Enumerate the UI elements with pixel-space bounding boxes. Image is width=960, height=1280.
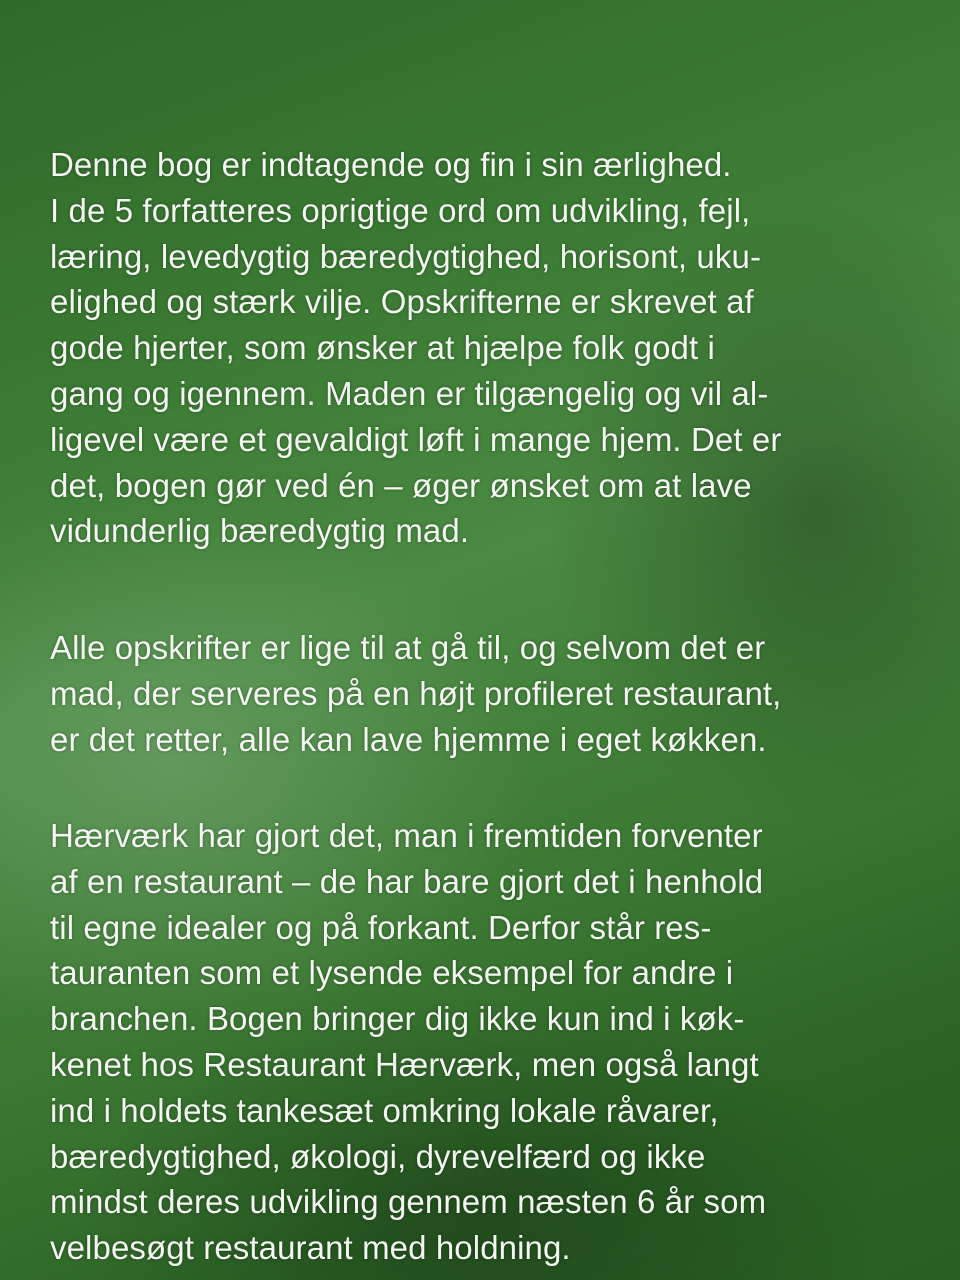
text-line: bæredygtighed, økologi, dyrevelfærd og ikke xyxy=(50,1137,706,1175)
text-line: gang og igennem. Maden er tilgængelig og vil al- xyxy=(50,374,769,412)
text-line: er det retter, alle kan lave hjemme i eget køkken. xyxy=(50,720,767,758)
text-line: tauranten som et lysende eksempel for andre i xyxy=(50,954,734,992)
text-line: mad, der serveres på en højt profileret restaurant, xyxy=(50,674,782,712)
text-line: Hærværk har gjort det, man i fremtiden forventer xyxy=(50,817,763,854)
paragraph-restaurant xyxy=(50,813,910,1271)
paragraph-intro xyxy=(50,142,910,554)
text-line: branchen. Bogen bringer dig ikke kun ind i køk- xyxy=(50,1000,745,1038)
paragraph-recipes xyxy=(50,625,910,762)
text-line: det, bogen gør ved én – øger ønsket om at lave xyxy=(50,466,752,504)
text-line: Denne bog er indtagende og fin i sin ærlighed. xyxy=(50,146,732,183)
text-line: velbesøgt restaurant med holdning. xyxy=(50,1229,571,1267)
text-line: kenet hos Restaurant Hærværk, men også langt xyxy=(50,1045,759,1083)
text-line: af en restaurant – de har bare gjort det i henhold xyxy=(50,862,764,900)
text-line: vidunderlig bæredygtig mad. xyxy=(50,512,470,550)
text-line: Alle opskrifter er lige til at gå til, og selvom det er xyxy=(50,629,766,666)
text-line: I de 5 forfatteres oprigtige ord om udvikling, fejl, xyxy=(50,191,751,229)
text-line: ligevel være et gevaldigt løft i mange hjem. Det er xyxy=(50,420,782,458)
text-line: læring, levedygtig bæredygtighed, horisont, uku- xyxy=(50,237,762,275)
text-line: gode hjerter, som ønsker at hjælpe folk godt i xyxy=(50,329,715,367)
text-line: elighed og stærk vilje. Opskrifterne er skrevet af xyxy=(50,283,754,321)
text-line: mindst deres udvikling gennem næsten 6 år som xyxy=(50,1183,767,1221)
text-line: til egne idealer og på forkant. Derfor står res- xyxy=(50,908,712,946)
text-line: ind i holdets tankesæt omkring lokale råvarer, xyxy=(50,1091,719,1129)
